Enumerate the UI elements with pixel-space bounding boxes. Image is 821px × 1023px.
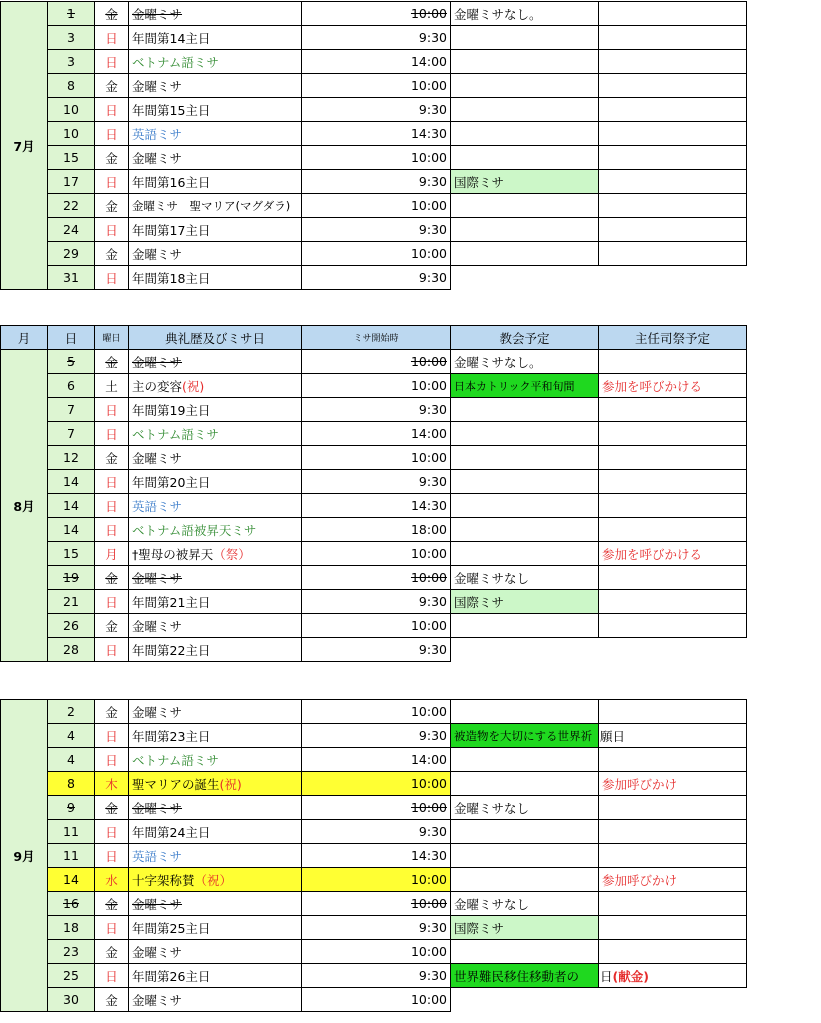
time-cell: 10:00	[302, 374, 451, 398]
table-row	[1, 988, 747, 1012]
liturgy-cell: 年間第21主日	[129, 590, 302, 614]
weekday-cell: 金	[95, 796, 129, 820]
day-cell: 16	[48, 892, 95, 916]
month-cell-july: 7月	[1, 2, 48, 290]
priest-cell	[599, 446, 747, 470]
time-cell: 10:00	[302, 940, 451, 964]
day-cell: 14	[48, 518, 95, 542]
table-row	[1, 614, 747, 638]
day-cell: 15	[48, 146, 95, 170]
weekday-cell: 日	[95, 122, 129, 146]
table-row	[1, 566, 747, 590]
weekday-cell: 木	[95, 772, 129, 796]
time-cell: 10:00	[302, 988, 451, 1012]
time-cell: 9:30	[302, 98, 451, 122]
day-cell: 11	[48, 844, 95, 868]
church-cell	[451, 988, 599, 1012]
church-cell	[451, 470, 599, 494]
table-row	[1, 916, 747, 940]
day-cell: 31	[48, 266, 95, 290]
day-cell: 2	[48, 700, 95, 724]
time-cell: 9:30	[302, 26, 451, 50]
day-cell: 23	[48, 940, 95, 964]
priest-cell	[599, 470, 747, 494]
church-cell	[451, 266, 599, 290]
weekday-cell: 月	[95, 542, 129, 566]
weekday-cell: 金	[95, 446, 129, 470]
priest-cell	[599, 964, 747, 988]
priest-cell	[599, 146, 747, 170]
liturgy-cell: 金曜ミサ	[129, 892, 302, 916]
table-row	[1, 518, 747, 542]
table-row	[1, 50, 747, 74]
table-row	[1, 218, 747, 242]
liturgy-cell: 年間第24主日	[129, 820, 302, 844]
liturgy-cell: 年間第17主日	[129, 218, 302, 242]
header-month: 月	[1, 326, 48, 350]
month-cell-september: 9月	[1, 700, 48, 1012]
priest-cell: 願日	[599, 724, 747, 748]
day-cell: 4	[48, 724, 95, 748]
weekday-cell: 金	[95, 194, 129, 218]
weekday-cell: 金	[95, 988, 129, 1012]
table-row	[1, 422, 747, 446]
header-day: 日	[48, 326, 95, 350]
table-row	[1, 494, 747, 518]
day-cell: 8	[48, 74, 95, 98]
liturgy-cell	[129, 542, 302, 566]
church-cell: 国際ミサ	[451, 590, 599, 614]
weekday-cell: 金	[95, 242, 129, 266]
header-priest: 主任司祭予定	[599, 326, 747, 350]
church-cell	[451, 398, 599, 422]
priest-cell: 参加呼びかけ	[599, 868, 747, 892]
time-cell: 10:00	[302, 892, 451, 916]
weekday-cell: 日	[95, 170, 129, 194]
priest-cell	[599, 748, 747, 772]
church-cell: 被造物を大切にする世界祈	[451, 724, 599, 748]
july-schedule-table	[0, 1, 747, 290]
church-cell	[451, 700, 599, 724]
church-cell	[451, 820, 599, 844]
liturgy-cell: 金曜ミサ	[129, 566, 302, 590]
weekday-cell: 金	[95, 700, 129, 724]
day-cell: 22	[48, 194, 95, 218]
time-cell: 9:30	[302, 820, 451, 844]
weekday-cell: 日	[95, 98, 129, 122]
priest-cell	[599, 638, 747, 662]
time-cell: 9:30	[302, 724, 451, 748]
liturgy-cell: 金曜ミサ 聖マリア(マグダラ)	[129, 194, 302, 218]
weekday-cell: 日	[95, 748, 129, 772]
day-cell: 8	[48, 772, 95, 796]
liturgy-cell: ベトナム語ミサ	[129, 422, 302, 446]
table-row	[1, 892, 747, 916]
day-cell: 18	[48, 916, 95, 940]
weekday-cell: 日	[95, 266, 129, 290]
time-cell: 10:00	[302, 74, 451, 98]
church-cell: 金曜ミサなし	[451, 892, 599, 916]
priest-cell: 参加呼びかけ	[599, 772, 747, 796]
time-cell: 10:00	[302, 566, 451, 590]
church-cell	[451, 122, 599, 146]
table-row	[1, 122, 747, 146]
time-cell: 9:30	[302, 470, 451, 494]
church-cell	[451, 446, 599, 470]
table-row	[1, 350, 747, 374]
church-cell	[451, 772, 599, 796]
liturgy-text: 十字架称賛	[132, 872, 195, 888]
liturgy-cell: ベトナム語被昇天ミサ	[129, 518, 302, 542]
table-row	[1, 374, 747, 398]
priest-cell	[599, 940, 747, 964]
liturgy-cell: 年間第19主日	[129, 398, 302, 422]
weekday-cell: 日	[95, 638, 129, 662]
priest-cell	[599, 194, 747, 218]
priest-cell	[599, 820, 747, 844]
table-row	[1, 638, 747, 662]
september-schedule-table	[0, 699, 747, 1012]
month-cell-august: 8月	[1, 350, 48, 662]
liturgy-text: 聖マリアの誕生	[132, 776, 220, 792]
table-row	[1, 748, 747, 772]
weekday-cell: 土	[95, 374, 129, 398]
church-cell	[451, 218, 599, 242]
day-cell: 26	[48, 614, 95, 638]
day-cell: 19	[48, 566, 95, 590]
table-row	[1, 194, 747, 218]
weekday-cell: 日	[95, 820, 129, 844]
day-cell: 30	[48, 988, 95, 1012]
priest-cell	[599, 916, 747, 940]
liturgy-cell: 年間第18主日	[129, 266, 302, 290]
church-cell	[451, 844, 599, 868]
day-cell: 10	[48, 122, 95, 146]
weekday-cell: 日	[95, 964, 129, 988]
table-row	[1, 964, 747, 988]
table-row	[1, 844, 747, 868]
day-cell: 7	[48, 422, 95, 446]
table-row	[1, 242, 747, 266]
table-row	[1, 170, 747, 194]
priest-cell	[599, 242, 747, 266]
time-cell: 9:30	[302, 170, 451, 194]
day-cell: 21	[48, 590, 95, 614]
weekday-cell: 日	[95, 590, 129, 614]
church-cell: 国際ミサ	[451, 170, 599, 194]
priest-cell	[599, 2, 747, 26]
table-row	[1, 146, 747, 170]
church-cell: 世界難民移住移動者の	[451, 964, 599, 988]
day-cell: 25	[48, 964, 95, 988]
liturgy-cell: 英語ミサ	[129, 494, 302, 518]
header-row	[1, 326, 747, 350]
weekday-cell: 日	[95, 422, 129, 446]
church-cell	[451, 26, 599, 50]
feast-rank: （祭）	[213, 546, 251, 562]
church-cell	[451, 748, 599, 772]
time-cell: 10:00	[302, 146, 451, 170]
liturgy-cell: 英語ミサ	[129, 844, 302, 868]
day-cell: 11	[48, 820, 95, 844]
table-row	[1, 74, 747, 98]
table-row	[1, 724, 747, 748]
table-row	[1, 868, 747, 892]
feast-rank: (祝)	[219, 776, 242, 792]
liturgy-cell: 年間第20主日	[129, 470, 302, 494]
day-cell: 14	[48, 494, 95, 518]
liturgy-cell: ベトナム語ミサ	[129, 748, 302, 772]
time-cell: 14:30	[302, 844, 451, 868]
church-cell	[451, 50, 599, 74]
weekday-cell: 日	[95, 916, 129, 940]
liturgy-cell: 年間第14主日	[129, 26, 302, 50]
day-cell: 6	[48, 374, 95, 398]
priest-cell	[599, 218, 747, 242]
weekday-cell: 金	[95, 146, 129, 170]
liturgy-cell	[129, 868, 302, 892]
time-cell: 14:00	[302, 748, 451, 772]
priest-cell	[599, 988, 747, 1012]
weekday-cell: 金	[95, 940, 129, 964]
day-cell: 1	[48, 2, 95, 26]
priest-cell	[599, 50, 747, 74]
day-cell: 9	[48, 796, 95, 820]
priest-cell	[599, 614, 747, 638]
table-row	[1, 590, 747, 614]
header-weekday: 曜日	[95, 326, 129, 350]
time-cell: 9:30	[302, 266, 451, 290]
liturgy-cell	[129, 772, 302, 796]
day-cell: 24	[48, 218, 95, 242]
time-cell: 9:30	[302, 218, 451, 242]
time-cell: 9:30	[302, 916, 451, 940]
weekday-cell: 日	[95, 724, 129, 748]
weekday-cell: 金	[95, 566, 129, 590]
weekday-cell: 日	[95, 844, 129, 868]
priest-cell	[599, 398, 747, 422]
weekday-cell: 日	[95, 470, 129, 494]
liturgy-cell: ベトナム語ミサ	[129, 50, 302, 74]
priest-cell	[599, 122, 747, 146]
weekday-cell: 日	[95, 494, 129, 518]
weekday-cell: 金	[95, 892, 129, 916]
liturgy-cell: 年間第23主日	[129, 724, 302, 748]
priest-cell: 参加を呼びかける	[599, 374, 747, 398]
offering-note: (献金)	[612, 968, 649, 984]
liturgy-text: †聖母の被昇天	[132, 546, 214, 562]
church-cell: 金曜ミサなし。	[451, 2, 599, 26]
table-row	[1, 26, 747, 50]
priest-cell	[599, 350, 747, 374]
header-time: ミサ開始時	[302, 326, 451, 350]
church-cell	[451, 194, 599, 218]
liturgy-cell: 金曜ミサ	[129, 796, 302, 820]
weekday-cell: 金	[95, 350, 129, 374]
church-cell	[451, 422, 599, 446]
table-row	[1, 266, 747, 290]
day-cell: 14	[48, 868, 95, 892]
time-cell: 10:00	[302, 796, 451, 820]
time-cell: 10:00	[302, 772, 451, 796]
church-cell	[451, 518, 599, 542]
time-cell: 10:00	[302, 700, 451, 724]
table-row	[1, 398, 747, 422]
weekday-cell: 日	[95, 518, 129, 542]
time-cell: 9:30	[302, 638, 451, 662]
priest-cell	[599, 566, 747, 590]
table-row	[1, 470, 747, 494]
church-cell	[451, 614, 599, 638]
time-cell: 10:00	[302, 194, 451, 218]
time-cell: 10:00	[302, 2, 451, 26]
church-cell: 金曜ミサなし。	[451, 350, 599, 374]
day-cell: 14	[48, 470, 95, 494]
church-cell	[451, 146, 599, 170]
day-cell: 12	[48, 446, 95, 470]
liturgy-cell: 金曜ミサ	[129, 350, 302, 374]
table-row	[1, 2, 747, 26]
time-cell: 10:00	[302, 350, 451, 374]
liturgy-cell	[129, 374, 302, 398]
priest-cell	[599, 796, 747, 820]
time-cell: 14:00	[302, 50, 451, 74]
liturgy-cell: 金曜ミサ	[129, 700, 302, 724]
time-cell: 10:00	[302, 446, 451, 470]
priest-text: 日	[600, 968, 613, 984]
time-cell: 14:30	[302, 494, 451, 518]
time-cell: 10:00	[302, 542, 451, 566]
liturgy-text: 主の変容	[132, 378, 183, 394]
priest-cell	[599, 266, 747, 290]
time-cell: 18:00	[302, 518, 451, 542]
church-cell: 金曜ミサなし	[451, 566, 599, 590]
weekday-cell: 日	[95, 50, 129, 74]
church-cell	[451, 494, 599, 518]
day-cell: 3	[48, 50, 95, 74]
liturgy-cell: 金曜ミサ	[129, 446, 302, 470]
day-cell: 17	[48, 170, 95, 194]
time-cell: 10:00	[302, 614, 451, 638]
liturgy-cell: 金曜ミサ	[129, 940, 302, 964]
priest-cell	[599, 74, 747, 98]
time-cell: 14:00	[302, 422, 451, 446]
church-cell	[451, 868, 599, 892]
priest-cell	[599, 422, 747, 446]
day-cell: 3	[48, 26, 95, 50]
liturgy-cell: 金曜ミサ	[129, 614, 302, 638]
table-row	[1, 772, 747, 796]
table-row	[1, 446, 747, 470]
priest-cell	[599, 700, 747, 724]
day-cell: 5	[48, 350, 95, 374]
priest-cell	[599, 844, 747, 868]
priest-cell	[599, 98, 747, 122]
church-cell	[451, 542, 599, 566]
time-cell: 14:30	[302, 122, 451, 146]
liturgy-cell: 金曜ミサ	[129, 242, 302, 266]
priest-cell	[599, 892, 747, 916]
liturgy-cell: 金曜ミサ	[129, 2, 302, 26]
table-row	[1, 796, 747, 820]
table-row	[1, 98, 747, 122]
priest-cell	[599, 494, 747, 518]
table-row	[1, 700, 747, 724]
church-cell	[451, 940, 599, 964]
church-cell	[451, 98, 599, 122]
priest-cell	[599, 518, 747, 542]
weekday-cell: 金	[95, 74, 129, 98]
liturgy-cell: 年間第26主日	[129, 964, 302, 988]
feast-rank: (祝)	[182, 378, 205, 394]
weekday-cell: 日	[95, 218, 129, 242]
liturgy-cell: 金曜ミサ	[129, 988, 302, 1012]
table-row	[1, 542, 747, 566]
day-cell: 4	[48, 748, 95, 772]
priest-cell	[599, 170, 747, 194]
weekday-cell: 日	[95, 26, 129, 50]
time-cell: 10:00	[302, 868, 451, 892]
time-cell: 9:30	[302, 590, 451, 614]
time-cell: 10:00	[302, 242, 451, 266]
august-schedule-table	[0, 325, 747, 662]
priest-cell	[599, 590, 747, 614]
priest-cell: 参加を呼びかける	[599, 542, 747, 566]
day-cell: 7	[48, 398, 95, 422]
time-cell: 9:30	[302, 964, 451, 988]
weekday-cell: 金	[95, 614, 129, 638]
day-cell: 28	[48, 638, 95, 662]
time-cell: 9:30	[302, 398, 451, 422]
church-cell	[451, 242, 599, 266]
church-cell	[451, 74, 599, 98]
table-row	[1, 940, 747, 964]
feast-rank: （祝）	[194, 872, 233, 888]
church-cell	[451, 638, 599, 662]
church-cell: 金曜ミサなし	[451, 796, 599, 820]
day-cell: 10	[48, 98, 95, 122]
liturgy-cell: 年間第22主日	[129, 638, 302, 662]
church-cell: 日本カトリック平和旬間	[451, 374, 599, 398]
header-liturgy: 典礼歴及びミサ日	[129, 326, 302, 350]
weekday-cell: 日	[95, 398, 129, 422]
weekday-cell: 水	[95, 868, 129, 892]
day-cell: 15	[48, 542, 95, 566]
header-church: 教会予定	[451, 326, 599, 350]
liturgy-cell: 金曜ミサ	[129, 146, 302, 170]
weekday-cell: 金	[95, 2, 129, 26]
liturgy-cell: 英語ミサ	[129, 122, 302, 146]
day-cell: 29	[48, 242, 95, 266]
table-row	[1, 820, 747, 844]
liturgy-cell: 年間第25主日	[129, 916, 302, 940]
liturgy-cell: 年間第15主日	[129, 98, 302, 122]
liturgy-cell: 金曜ミサ	[129, 74, 302, 98]
liturgy-cell: 年間第16主日	[129, 170, 302, 194]
priest-cell	[599, 26, 747, 50]
church-cell: 国際ミサ	[451, 916, 599, 940]
